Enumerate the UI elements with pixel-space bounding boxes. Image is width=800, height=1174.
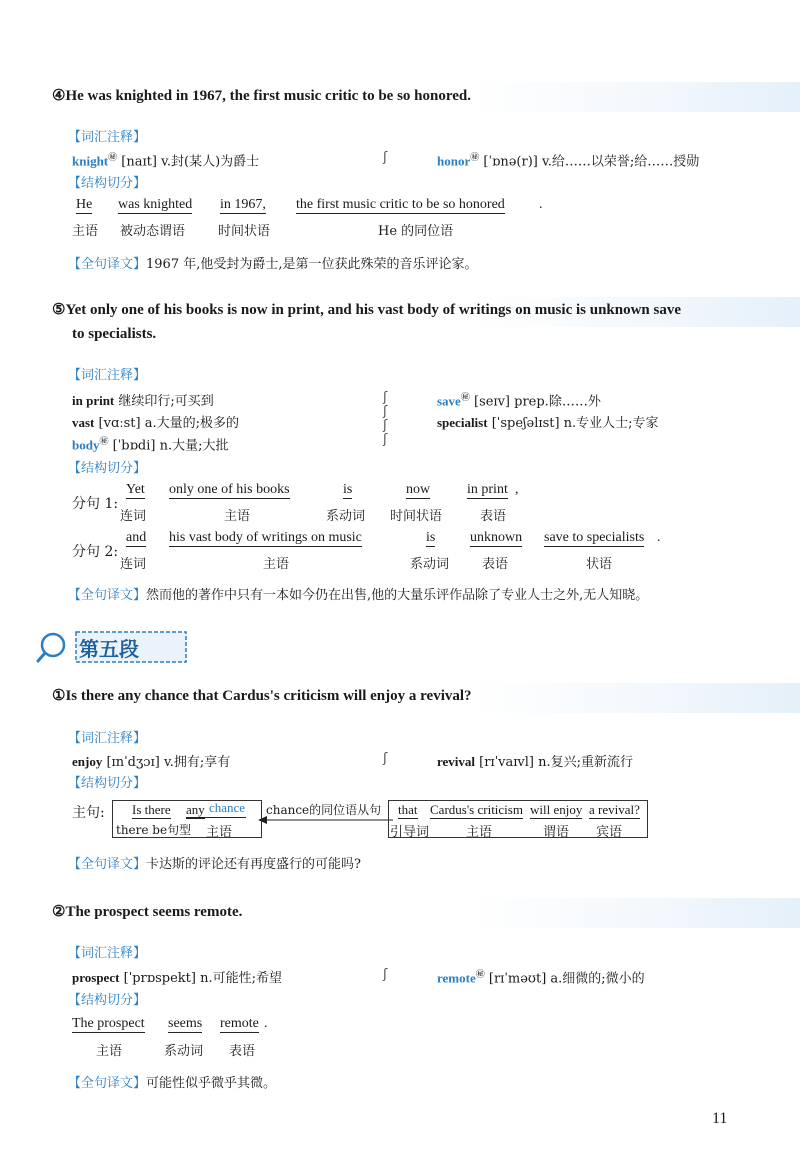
sentence-p5-1: ①Is there any chance that Cardus's criticism will enjoy a revival?	[52, 688, 472, 704]
sentence-5-line1: ⑤Yet only one of his books is now in print, and his vast body of writings on music is unknown save	[52, 302, 682, 318]
chunk-zh: 主语	[206, 825, 233, 840]
chunk-zh: 连词	[120, 557, 147, 572]
chunk-en: seems	[168, 1016, 203, 1031]
struct-header: 【结构切分】	[68, 776, 147, 791]
vocab-prospect	[72, 967, 282, 986]
translation-p5-1	[68, 853, 361, 872]
vocab-word: vast	[72, 415, 95, 430]
sentence-highlight-band	[470, 898, 800, 928]
chunk-zh: 谓语	[543, 825, 570, 840]
vocab-definition: [rɪˈməʊt] a.细微的;微小的	[484, 971, 645, 987]
translation-text: 然而他的著作中只有一本如今仍在出售,他的大量乐评作品除了专业人士之外,无人知晓。	[146, 588, 649, 603]
chunk-en: and	[126, 530, 147, 545]
secret-mark-icon: ㊙	[108, 153, 118, 163]
chunk-en: his vast body of writings on music	[169, 530, 362, 545]
secret-mark-icon: ㊙	[475, 970, 485, 980]
vocab-word: enjoy	[72, 754, 103, 769]
translation-text: 卡达斯的评论还有再度盛行的可能吗?	[146, 857, 361, 872]
chunk-en-highlight: chance	[209, 800, 246, 815]
chunk-zh: He 的同位语	[378, 224, 454, 239]
main-clause-label: 主句:	[72, 805, 105, 821]
translation-5	[68, 584, 648, 603]
secret-mark-icon: ㊙	[470, 153, 480, 163]
secret-mark-icon: ㊙	[460, 393, 470, 403]
chunk-zh: 主语	[263, 557, 290, 572]
trans-header: 【全句译文】	[68, 588, 147, 603]
chunk-end: .	[539, 197, 543, 212]
separator-icon: ʃ	[383, 751, 388, 766]
separator-icon: ʃ	[383, 418, 388, 433]
chunk-en: remote	[220, 1016, 259, 1031]
vocab-word: specialist	[437, 415, 488, 430]
chunk-en: that	[398, 802, 418, 817]
vocab-header: 【词汇注释】	[68, 946, 147, 961]
chunk-zh: 表语	[482, 557, 509, 572]
chunk-zh: 系动词	[410, 557, 450, 572]
separator-icon: ʃ	[383, 390, 388, 405]
vocab-vast	[72, 412, 239, 431]
underline	[186, 817, 246, 818]
chunk-en: unknown	[470, 530, 523, 545]
chunk-en: He	[76, 197, 93, 212]
chunk-zh: 主语	[224, 509, 251, 524]
vocab-definition: [ˈspeʃəlɪst] n.专业人士;专家	[487, 416, 659, 431]
vocab-definition: [vɑːst] a.大量的;极多的	[94, 416, 240, 431]
page-number: 11	[712, 1110, 728, 1127]
chunk-zh: 表语	[480, 509, 507, 524]
chunk-zh: 主语	[466, 825, 493, 840]
clause-label: 分句 2:	[72, 544, 119, 560]
vocab-definition: [ˈɒnə(r)] v.给……以荣誉;给……授勋	[479, 154, 700, 170]
chunk-zh: 宾语	[596, 825, 623, 840]
translation-text: 1967 年,他受封为爵士,是第一位获此殊荣的音乐评论家。	[146, 257, 478, 272]
chunk-zh: 被动态谓语	[120, 224, 186, 239]
vocab-body	[72, 434, 228, 453]
chunk-zh: 时间状语	[218, 224, 271, 239]
vocab-specialist	[437, 412, 659, 431]
vocab-knight	[72, 150, 259, 169]
vocab-revival	[437, 751, 633, 770]
chunk-en: in print	[467, 482, 508, 497]
separator-icon: ʃ	[383, 967, 388, 982]
translation-text: 可能性似乎微乎其微。	[146, 1076, 277, 1091]
chunk-zh: 连词	[120, 509, 147, 524]
sentence-highlight-band	[470, 82, 800, 112]
chunk-en: only one of his books	[169, 482, 290, 497]
chunk-en: the first music critic to be so honored	[296, 197, 505, 212]
chunk-zh: there be句型	[116, 823, 192, 837]
chunk-en: was knighted	[118, 197, 193, 212]
vocab-definition: [ˈbɒdi] n.大量;大批	[108, 438, 229, 454]
chunk-en: now	[406, 482, 431, 497]
secret-mark-icon: ㊙	[99, 437, 109, 447]
vocab-word: in print	[72, 393, 115, 408]
clause-label: 分句 1:	[72, 496, 119, 512]
chunk-zh: 引导词	[390, 825, 430, 840]
vocab-enjoy	[72, 751, 230, 770]
section-title: 第五段	[79, 637, 139, 661]
chunk-en: is	[343, 482, 353, 497]
chunk-en: The prospect	[72, 1016, 145, 1031]
sentence-5-line2: to specialists.	[72, 326, 157, 342]
vocab-word: prospect	[72, 970, 120, 985]
vocab-word: remote	[437, 970, 476, 986]
chunk-zh: 系动词	[326, 509, 366, 524]
chunk-zh: 状语	[586, 557, 613, 572]
vocab-word: save	[437, 393, 461, 409]
chunk-zh: 表语	[229, 1044, 256, 1059]
chunk-end: .	[657, 530, 661, 545]
translation-p5-2	[68, 1072, 276, 1091]
vocab-honor	[437, 150, 699, 169]
vocab-definition: [seɪv] prep.除……外	[469, 394, 601, 410]
chunk-zh: 系动词	[164, 1044, 204, 1059]
chunk-zh: 时间状语	[390, 509, 443, 524]
sentence-4: ④He was knighted in 1967, the first music critic to be so honored.	[52, 88, 471, 104]
vocab-in-print	[72, 390, 214, 409]
separator-icon: ʃ	[383, 404, 388, 419]
vocab-word: body	[72, 437, 100, 453]
vocab-definition: [rɪˈvaɪvl] n.复兴;重新流行	[475, 755, 634, 770]
vocab-header: 【词汇注释】	[68, 130, 147, 145]
chunk-end: .	[264, 1016, 268, 1031]
vocab-definition: 继续印行;可买到	[114, 394, 214, 409]
chunk-en: Is there	[132, 802, 171, 817]
trans-header: 【全句译文】	[68, 257, 147, 272]
chunk-end: ,	[515, 482, 519, 497]
chunk-en: any	[186, 802, 205, 817]
chunk-en: will enjoy	[530, 802, 583, 817]
chunk-en: is	[426, 530, 436, 545]
trans-header: 【全句译文】	[68, 857, 147, 872]
vocab-header: 【词汇注释】	[68, 731, 147, 746]
vocab-header: 【词汇注释】	[68, 368, 147, 383]
sentence-highlight-band	[470, 683, 800, 713]
struct-header: 【结构切分】	[68, 461, 147, 476]
struct-header: 【结构切分】	[68, 176, 147, 191]
vocab-save	[437, 390, 601, 409]
appositive-label: chance的同位语从句	[266, 803, 382, 817]
vocab-definition: [ˈprɒspekt] n.可能性;希望	[119, 971, 282, 986]
chunk-en: a revival?	[589, 802, 640, 817]
vocab-definition: [naɪt] v.封(某人)为爵士	[117, 154, 260, 170]
vocab-remote	[437, 967, 645, 986]
trans-header: 【全句译文】	[68, 1076, 147, 1091]
vocab-definition: [ɪnˈdʒɔɪ] v.拥有;享有	[102, 755, 231, 770]
separator-icon: ʃ	[383, 150, 388, 165]
translation-4	[68, 253, 478, 272]
vocab-word: honor	[437, 153, 471, 169]
struct-header: 【结构切分】	[68, 993, 147, 1008]
chunk-zh: 主语	[72, 224, 99, 239]
chunk-en: in 1967,	[220, 197, 266, 212]
chunk-en: Cardus's criticism	[430, 802, 523, 817]
separator-icon: ʃ	[383, 432, 388, 447]
vocab-word: knight	[72, 153, 109, 169]
sentence-p5-2: ②The prospect seems remote.	[52, 904, 243, 920]
chunk-en: Yet	[126, 482, 145, 497]
chunk-zh: 主语	[96, 1044, 123, 1059]
chunk-en: save to specialists	[544, 530, 645, 545]
vocab-word: revival	[437, 754, 476, 769]
